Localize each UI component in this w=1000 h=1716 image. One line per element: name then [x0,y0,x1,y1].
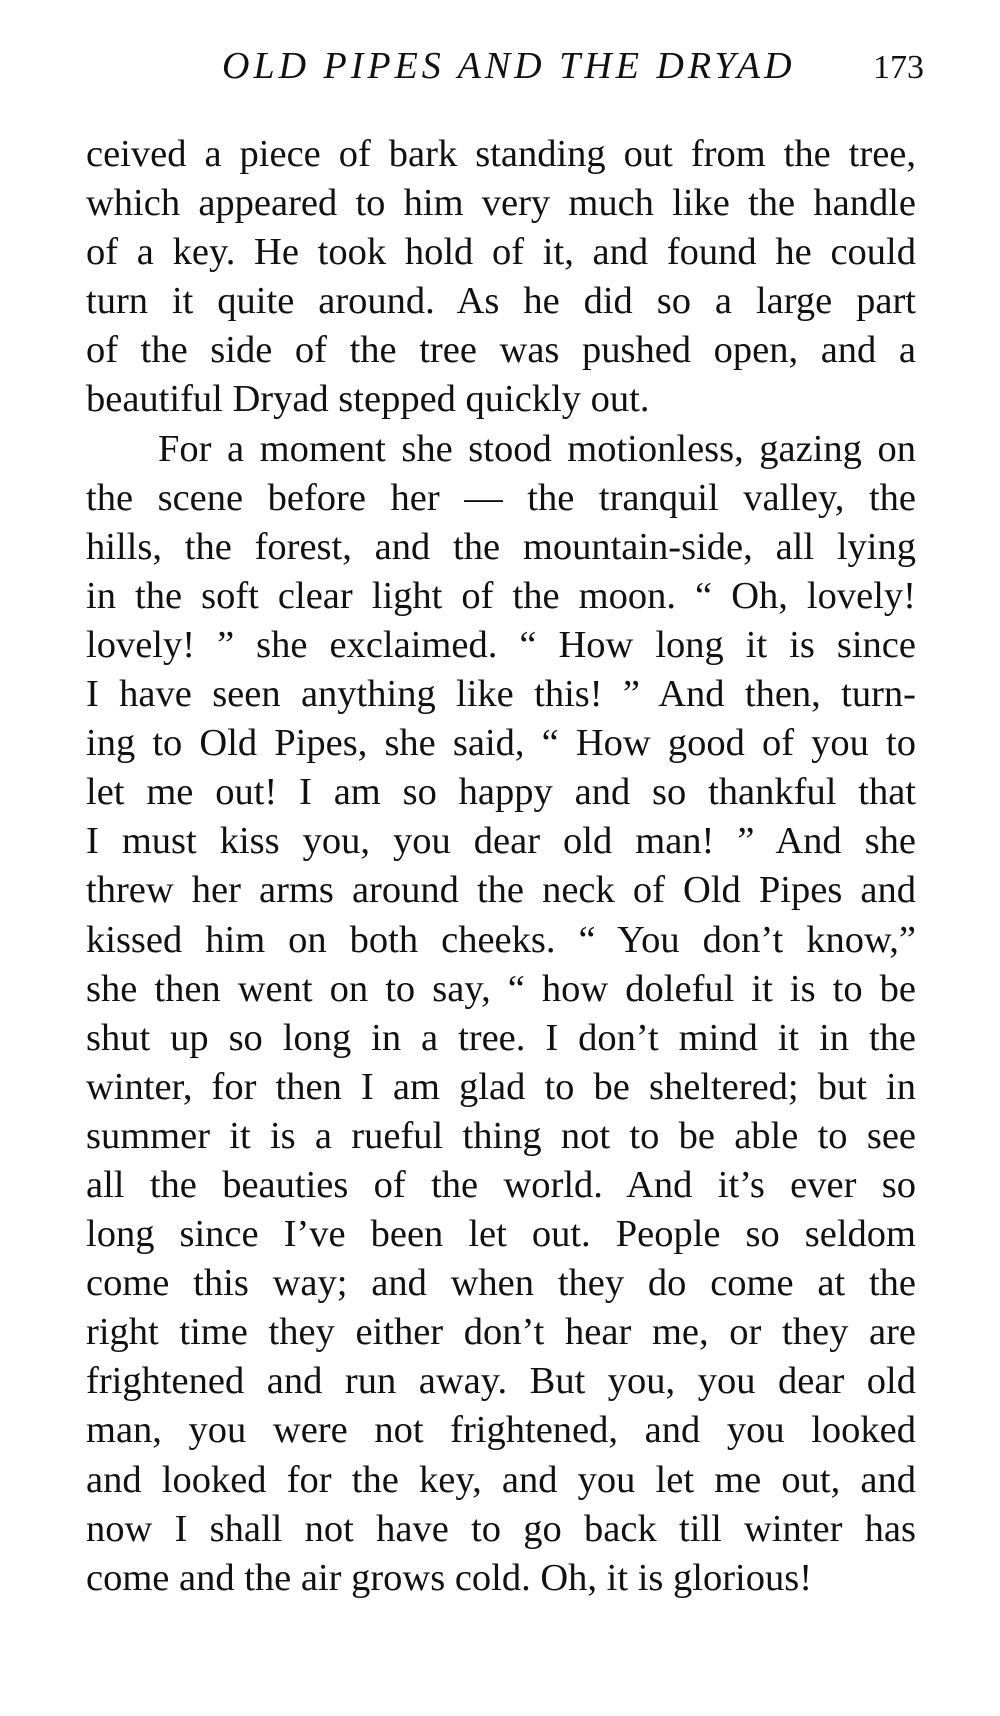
text-line: threw her arms around the neck of Old Pipes and [86,869,916,912]
text-line: all the beauties of the world. And it’s ever so [86,1163,916,1206]
text-line: beautiful Dryad stepped quickly out. [86,378,650,421]
body-text [86,130,916,1603]
text-line: man, you were not frightened, and you looked [86,1409,916,1452]
text-line: long since I’ve been let out. People so seldom [86,1213,916,1256]
paragraph-2 [86,425,916,1603]
running-head [210,42,930,90]
page-number: 173 [873,49,924,86]
text-line: of a key. He took hold of it, and found he could [86,231,916,274]
text-line: winter, for then I am glad to be sheltered; but in [86,1065,916,1108]
text-line: summer it is a rueful thing not to be able to see [86,1114,916,1157]
text-line: come this way; and when they do come at the [86,1262,916,1305]
text-line: she then went on to say, “ how doleful it is to be [86,967,916,1010]
text-line: come and the air grows cold. Oh, it is glorious! [86,1556,813,1599]
text-line: of the side of the tree was pushed open, and a [86,329,916,372]
text-line: I must kiss you, you dear old man! ” And she [86,820,916,863]
text-line: now I shall not have to go back till winter has [86,1507,916,1550]
text-line: turn it quite around. As he did so a large part [86,280,916,323]
text-line: ceived a piece of bark standing out from the tree, [86,133,916,175]
text-line: which appeared to him very much like the handle [86,182,916,225]
text-line: For a moment she stood motionless, gazing on [158,427,916,470]
text-line: in the soft clear light of the moon. “ Oh, lovely! [86,574,916,617]
text-line: lovely! ” she exclaimed. “ How long it is since [86,623,916,666]
text-line: the scene before her — the tranquil valley, the [86,476,916,519]
text-line: ing to Old Pipes, she said, “ How good of you to [86,722,916,765]
text-line: and looked for the key, and you let me out, and [86,1458,916,1501]
text-line: hills, the forest, and the mountain-side, all lying [86,525,916,568]
paragraph-1 [86,130,916,425]
text-line: kissed him on both cheeks. “ You don’t know,” [86,918,916,961]
text-line: shut up so long in a tree. I don’t mind it in the [86,1016,916,1059]
text-line: right time they either don’t hear me, or they are [86,1311,916,1354]
text-line: frightened and run away. But you, you dear old [86,1360,916,1403]
text-line: let me out! I am so happy and so thankful that [86,771,916,814]
running-title: OLD PIPES AND THE DRYAD [222,45,796,87]
text-line: I have seen anything like this! ” And then, turn- [86,673,916,716]
